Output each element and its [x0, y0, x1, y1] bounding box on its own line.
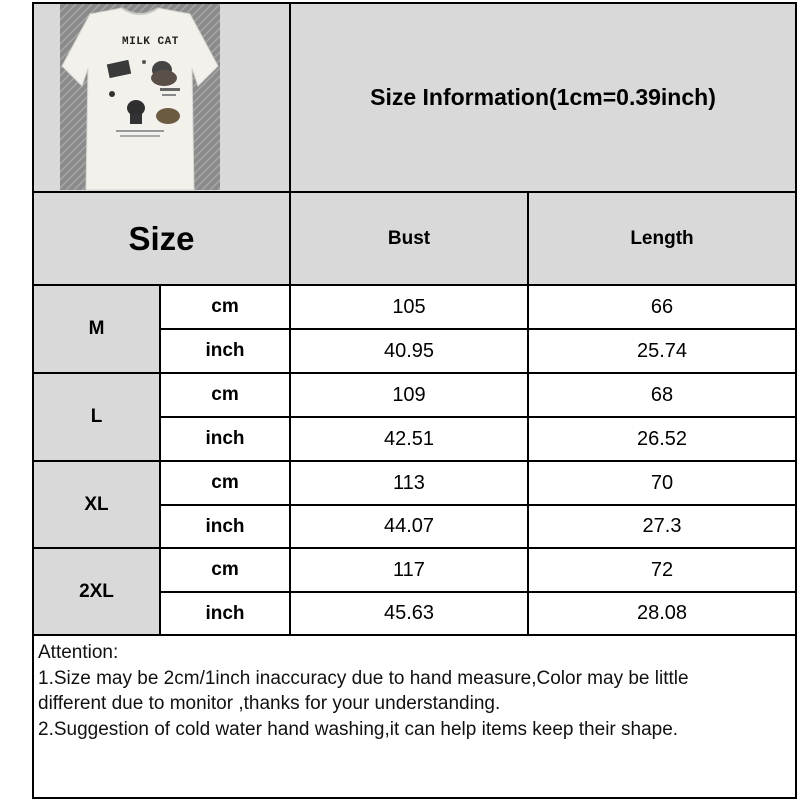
- attention-line: 2.Suggestion of cold water hand washing,it can help items keep their shape.: [38, 718, 679, 740]
- tshirt-print-title: MILK CAT: [122, 36, 179, 48]
- attention-line: 1.Size may be 2cm/1inch inaccuracy due to hand measure,Color may be little: [38, 667, 689, 689]
- size-label-xl: XL: [84, 493, 109, 515]
- bust-value: 109: [392, 383, 426, 406]
- unit-cell: inch: [205, 428, 245, 449]
- bust-value: 44.07: [383, 515, 435, 537]
- bust-value: 117: [393, 558, 425, 581]
- length-value: 26.52: [636, 427, 688, 450]
- size-label-2xl: 2XL: [79, 580, 114, 602]
- length-value: 28.08: [636, 602, 688, 624]
- product-image: [60, 4, 220, 190]
- length-value: 27.3: [642, 515, 682, 537]
- length-header: Length: [630, 227, 694, 249]
- attention-heading: Attention:: [38, 642, 119, 663]
- tshirt-illustration: [60, 4, 220, 190]
- length-value: 68: [650, 383, 674, 406]
- bust-value: 45.63: [383, 602, 435, 624]
- size-label-m: M: [88, 318, 105, 339]
- bust-value: 42.51: [383, 427, 435, 450]
- bust-value: 105: [392, 295, 426, 318]
- unit-cell: inch: [205, 602, 245, 624]
- length-value: 66: [650, 295, 674, 318]
- unit-cell: cm: [211, 296, 239, 317]
- bust-header: Bust: [387, 227, 431, 249]
- unit-cell: inch: [205, 340, 245, 361]
- unit-cell: cm: [211, 472, 239, 493]
- bust-value: 40.95: [383, 339, 435, 362]
- length-value: 70: [650, 471, 674, 494]
- unit-cell: inch: [205, 515, 245, 537]
- attention-notes: [34, 636, 794, 796]
- bust-value: 113: [393, 471, 425, 494]
- length-value: 25.74: [636, 339, 688, 362]
- unit-cell: cm: [211, 559, 239, 580]
- size-header: Size: [128, 219, 195, 257]
- size-information-title: Size Information(1cm=0.39inch): [370, 83, 716, 110]
- attention-line: different due to monitor ,thanks for your understanding.: [38, 693, 501, 714]
- unit-cell: cm: [211, 384, 239, 405]
- length-value: 72: [650, 558, 674, 581]
- size-label-l: L: [90, 406, 103, 427]
